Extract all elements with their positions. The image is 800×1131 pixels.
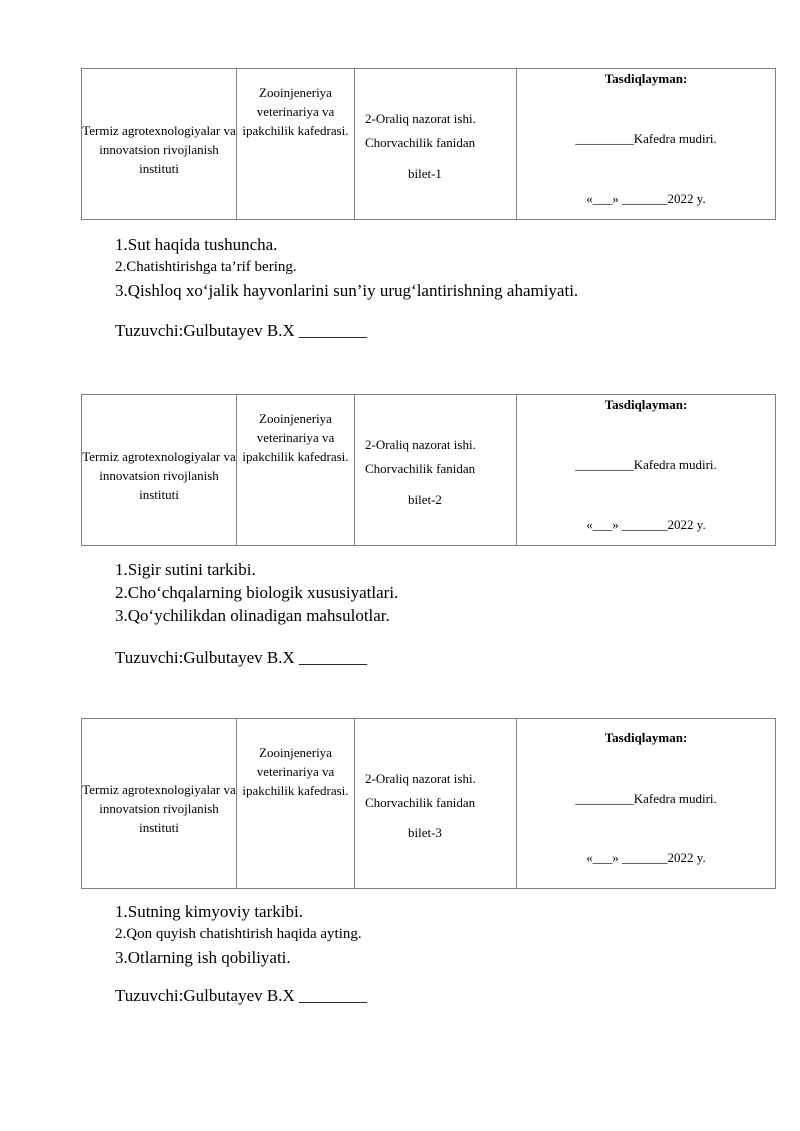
head-signature: _________Kafedra mudiri. bbox=[575, 131, 717, 146]
question-item: 2.Qon quyish chatishtirish haqida ayting. bbox=[115, 926, 362, 942]
institute-cell bbox=[82, 69, 237, 219]
ticket-header-table bbox=[81, 68, 776, 220]
institute-cell bbox=[82, 395, 237, 545]
approval-cell bbox=[517, 69, 775, 219]
exam-cell bbox=[355, 719, 517, 888]
question-item: 3.Qishloq xo‘jalik hayvonlarini sun’iy urug‘lantirishning ahamiyati. bbox=[115, 281, 579, 300]
approval-cell bbox=[517, 719, 775, 888]
question-item: 1.Sut haqida tushuncha. bbox=[115, 235, 278, 254]
approval-date: «___» _______2022 y. bbox=[586, 850, 706, 865]
question-list bbox=[115, 233, 578, 302]
department-cell bbox=[237, 395, 355, 545]
author-line: Tuzuvchi:Gulbutayev B.X ________ bbox=[115, 648, 368, 667]
head-signature: _________Kafedra mudiri. bbox=[575, 791, 717, 806]
bilet-number: bilet-2 bbox=[408, 492, 442, 507]
exam-title: 2-Oraliq nazorat ishi. bbox=[365, 771, 476, 786]
head-signature: _________Kafedra mudiri. bbox=[575, 457, 717, 472]
institute-cell bbox=[82, 719, 237, 888]
institute-name: Termiz agrotexnologiyalar va innovatsion rivojlanish instituti bbox=[82, 448, 236, 502]
question-item: 1.Sigir sutini tarkibi. bbox=[115, 560, 256, 579]
department-cell bbox=[237, 719, 355, 888]
author-line: Tuzuvchi:Gulbutayev B.X ________ bbox=[115, 986, 368, 1005]
approve-label: Tasdiqlayman: bbox=[604, 730, 688, 745]
approval-date: «___» _______2022 y. bbox=[586, 517, 706, 532]
exam-cell bbox=[355, 395, 517, 545]
ticket-header-table bbox=[81, 394, 776, 546]
approval-date: «___» _______2022 y. bbox=[586, 191, 706, 206]
institute-name: Termiz agrotexnologiyalar va innovatsion rivojlanish instituti bbox=[82, 122, 236, 176]
question-item: 3.Qo‘ychilikdan olinadigan mahsulotlar. bbox=[115, 606, 390, 625]
question-list bbox=[115, 900, 362, 969]
department-name: Zooinjeneriya veterinariya va ipakchilik kafedrasi. bbox=[242, 411, 349, 464]
department-name: Zooinjeneriya veterinariya va ipakchilik kafedrasi. bbox=[242, 745, 349, 798]
department-cell bbox=[237, 69, 355, 219]
exam-title: 2-Oraliq nazorat ishi. bbox=[365, 437, 476, 452]
department-name: Zooinjeneriya veterinariya va ipakchilik kafedrasi. bbox=[242, 85, 349, 138]
bilet-number: bilet-3 bbox=[408, 825, 442, 840]
exam-title: 2-Oraliq nazorat ishi. bbox=[365, 111, 476, 126]
subject-name: Chorvachilik fanidan bbox=[365, 135, 476, 150]
question-item: 1.Sutning kimyoviy tarkibi. bbox=[115, 902, 303, 921]
question-item: 3.Otlarning ish qobiliyati. bbox=[115, 948, 291, 967]
question-item: 2.Cho‘chqalarning biologik xususiyatlari. bbox=[115, 583, 399, 602]
bilet-number: bilet-1 bbox=[408, 166, 442, 181]
approval-cell bbox=[517, 395, 775, 545]
approve-label: Tasdiqlayman: bbox=[604, 397, 688, 412]
exam-cell bbox=[355, 69, 517, 219]
question-list bbox=[115, 558, 398, 627]
approve-label: Tasdiqlayman: bbox=[604, 71, 688, 86]
institute-name: Termiz agrotexnologiyalar va innovatsion rivojlanish instituti bbox=[82, 782, 236, 835]
subject-name: Chorvachilik fanidan bbox=[365, 795, 476, 810]
author-line: Tuzuvchi:Gulbutayev B.X ________ bbox=[115, 321, 368, 340]
question-item: 2.Chatishtirishga ta’rif bering. bbox=[115, 259, 297, 275]
subject-name: Chorvachilik fanidan bbox=[365, 461, 476, 476]
ticket-header-table bbox=[81, 718, 776, 889]
